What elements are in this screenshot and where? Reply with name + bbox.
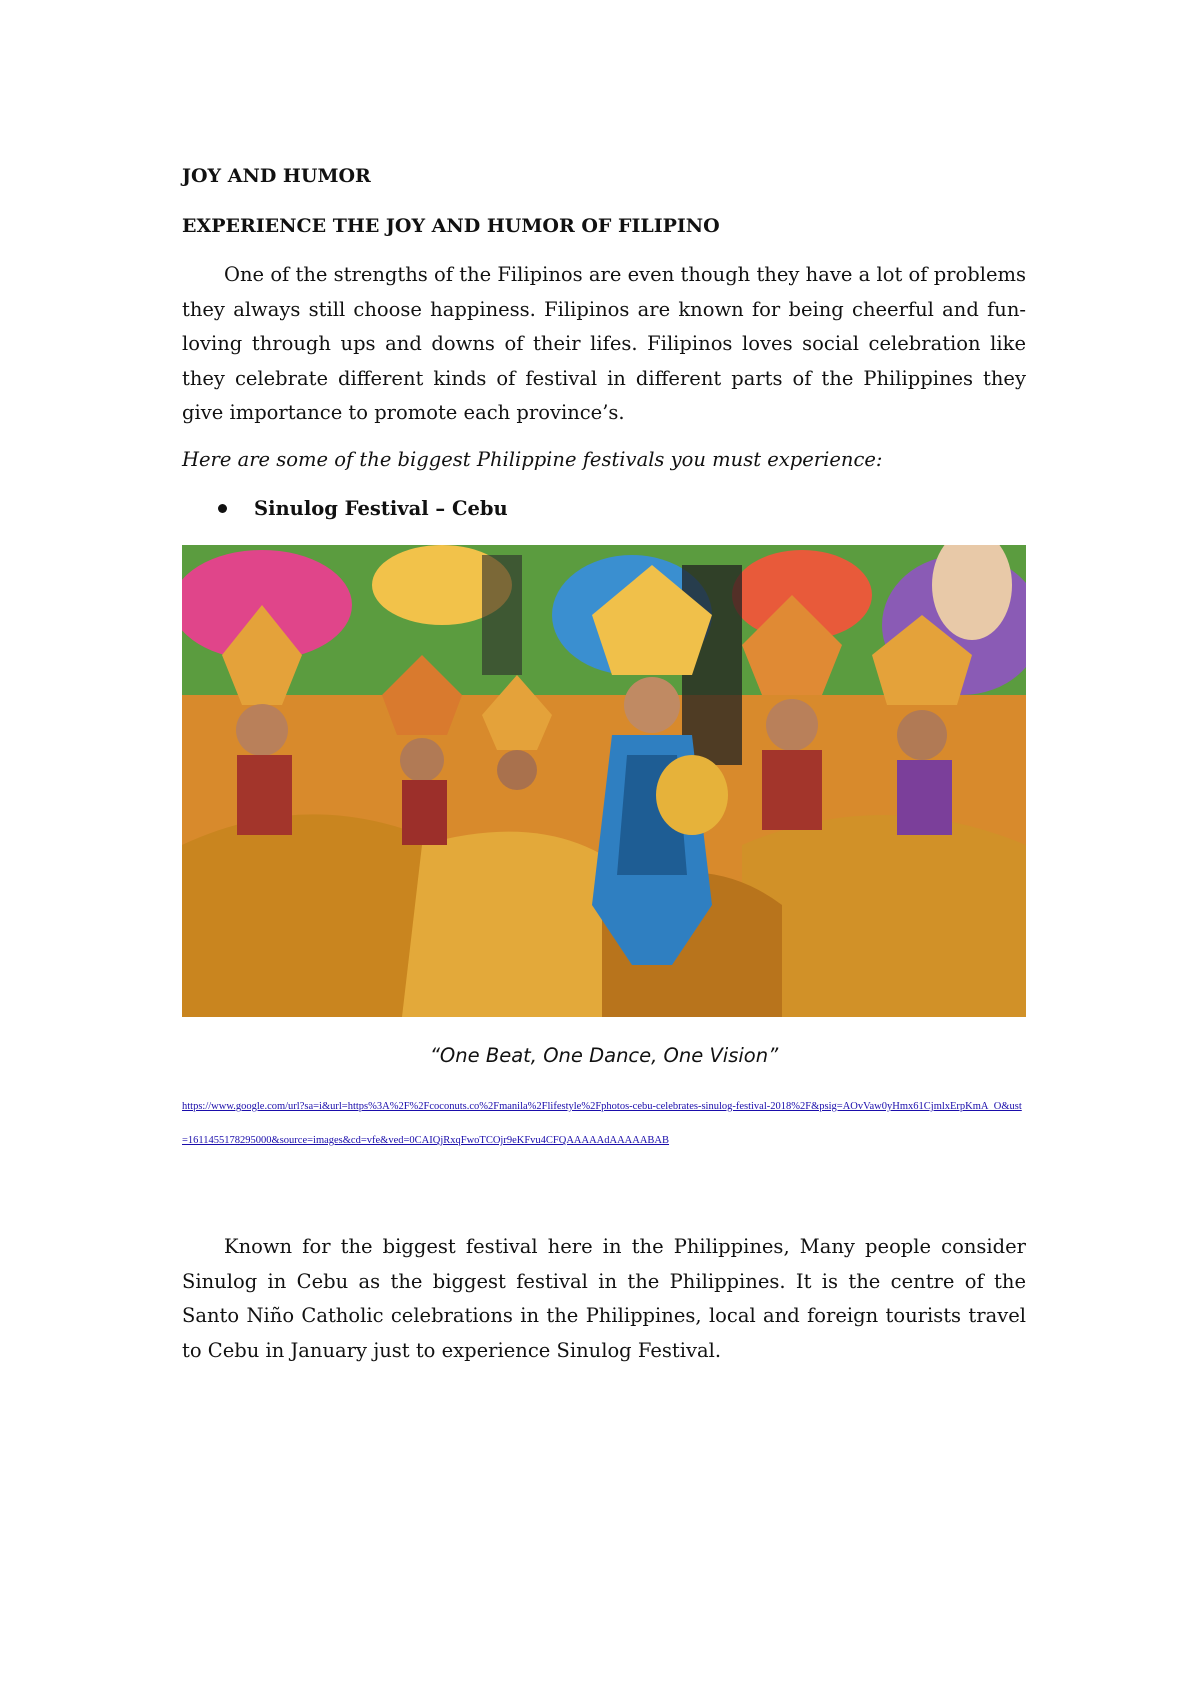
intro-paragraph: One of the strengths of the Filipinos are even though they have a lot of problems they always still choose happiness. Filipinos are known for being cheerful and fun-loving through ups and downs of their lifes. Filipinos loves social celebration like they celebrate different kinds of festival in different parts of the Philippines they give importance to promote each province’s. [182, 263, 1026, 424]
festival-photo-illustration [182, 545, 1026, 1017]
bullet-icon [218, 504, 227, 513]
festival-photo [182, 545, 1026, 1017]
sinulog-paragraph: Known for the biggest festival here in the Philippines, Many people consider Sinulog in Cebu as the biggest festival in the Philippines. It is the centre of the Santo Niño Catholic celebrations in the Philippines, local and foreign tourists travel to Cebu in January just to experience Sinulog Festival. [182, 1235, 1026, 1362]
document-title: JOY AND HUMOR [182, 165, 371, 187]
festival-list-intro: Here are some of the biggest Philippine festivals you must experience: [182, 447, 883, 471]
image-source-link[interactable]: https://www.google.com/url?sa=i&url=https%3A%2F%2Fcoconuts.co%2Fmanila%2Flifestyle%2Fphotos-cebu-celebrates-sinulog-festival-2018%2F&psig=AOvVaw0yHmx61CjmlxErpKmA_O&ust=1611455178295000&source=images&cd=vfe&ved=0CAIQjRxqFwoTCOjr9eKFvu4CFQAAAAAdAAAAABAB [182, 1101, 1022, 1146]
document-body [182, 162, 1026, 1368]
image-caption: “One Beat, One Dance, One Vision” [429, 1043, 779, 1067]
festival-list-item [218, 495, 1026, 523]
document-subtitle: EXPERIENCE THE JOY AND HUMOR OF FILIPINO [182, 215, 720, 237]
festival-name: Sinulog Festival – Cebu [254, 497, 508, 520]
